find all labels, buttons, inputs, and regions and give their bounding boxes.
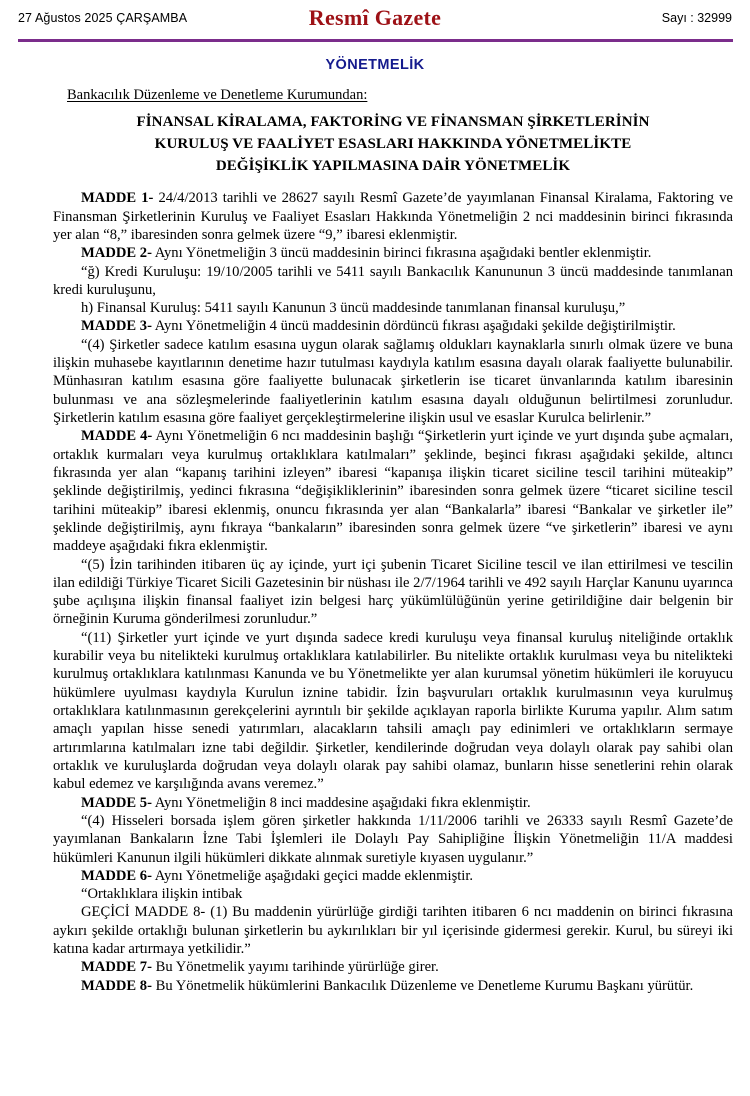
article-label: MADDE 3- [81,318,152,335]
article-text: Aynı Yönetmeliğin 8 inci maddesine aşağıdaki fıkra eklenmiştir. [151,794,531,811]
article-text: “(4) Hisseleri borsada işlem gören şirketler hakkında 1/11/2006 tarihli ve 26333 sayılı Resmî Gazete’de yayımlanan Bankaların İzne Tabi İşlemleri ile Dolaylı Pay Sahipliğine İlişkin Yönetmeliğin 11/A maddesi hükümleri Kanunun ilgili hükümleri dikkate alınmak suretiyle kıyasen uygulanır.” [53,812,733,866]
article-text: Aynı Yönetmeliğin 6 ncı maddesinin başlığı “Şirketlerin yurt içinde ve yurt dışında şube açmaları, ortaklık kurmaları veya kurulmuş ortaklıklara katılmaları” şeklinde, beşinci fıkrası aşağıdaki şekilde, altıncı fıkrasında yer alan “kapanış tarihini izleyen” ibaresi “kapanışa ilişkin ticaret siciline tescil tarihini müteakip” şeklinde değiştirilmiş, yedinci fıkrasına “değişikliklerinin” ibaresinden sonra gelmek üzere “ticaret siciline tescil tarihini müteakip” ibaresi eklenmiş, onuncu fıkrasında yer alan “Bankalarla” ibaresi “Bankalar ve şirketler ile” şeklinde değiştirilmiş, aynı fıkraya “bankaların” ibaresinden sonra gelmek üzere “ve şirketlerin” ibaresi ve aynı maddeye aşağıdaki fıkra eklenmiştir. [53,428,734,555]
article-label: MADDE 7- [81,959,152,976]
clause-paragraph [53,263,733,300]
article-text: h) Finansal Kuruluş: 5411 sayılı Kanunun 3 üncü maddesinde tanımlanan finansal kuruluşu,” [81,300,626,317]
masthead [0,0,750,36]
article-paragraph [53,427,733,555]
article-paragraph [53,958,733,976]
article-paragraph [53,867,733,885]
article-text: “(4) Şirketler sadece katılım esasına uygun olarak sağlamış oldukları kaynaklarla sınırlı olmak üzere ve buna ilişkin muhasebe kayıtlarının denetime hazır tutulması kaydıyla katılım esasına dayalı olarak faaliyette bulunabilir. Münhasıran katılım esasına göre faaliyette bulunacak şirketlerin ise ticaret ünvanlarında katılım ibaresinin bulunması ve ana sözleşmelerinde faaliyetlerinin katılım esasına dayalı olduğunun belirtilmesi zorunludur. Şirketlerin katılım esasına göre faaliyet gerçekleştirmelerine ilişkin usul ve esaslar Kurulca belirlenir.” [53,336,733,426]
gazette-title: Resmî Gazete [308,5,442,30]
clause-paragraph [53,903,733,958]
article-paragraph [53,244,733,262]
article-paragraph [53,977,733,995]
article-label: MADDE 6- [81,867,152,884]
article-text: “Ortaklıklara ilişkin intibak [81,886,243,903]
issuing-authority: Bankacılık Düzenleme ve Denetleme Kurumundan: [67,87,368,103]
article-label: MADDE 8- [81,977,152,994]
clause-paragraph [53,336,733,428]
article-label: MADDE 1- [81,190,154,207]
article-paragraph [53,794,733,812]
regulation-title-line-1: FİNANSAL KİRALAMA, FAKTORİNG VE FİNANSMAN ŞİRKETLERİNİN [136,114,650,130]
regulation-title-line-2: KURULUŞ VE FAALİYET ESASLARI HAKKINDA YÖNETMELİKTE [154,135,632,152]
regulation-title [53,112,733,177]
clause-paragraph [53,299,733,317]
section-heading: YÖNETMELİK [325,57,425,73]
clause-paragraph [53,812,733,867]
article-text: “(11) Şirketler yurt içinde ve yurt dışında sadece kredi kuruluşu veya finansal kuruluş niteliğinde ortaklık kurabilir veya bu nitelikteki kurulmuş ortaklıklara katılabilirler. Bu nitelikte ortaklık kurulması veya bu nitelikteki kurulmuş ortaklıklara katılınması Kanunda ve bu Yönetmelikte yer alan kurumsal yönetim hükümleri ile koruyucu hükümlere uyulması kaydıyla Kurulun iznine tabidir. İzin başvuruları ortaklık kurulmasının veya kurulmuş ortaklıklara katılınmasının gerekçelerini ayrıntılı bir şekilde açıklayan raporla birlikte Kuruma yapılır. Alım satım amaçlı yapılan hisse senedi yatırımları, alacakların tahsili amaçlı pay edinimleri ve ortaklıkların sermaye artırımlarına katılmaları izne tabi değildir. Şirketler, kendilerinde doğrudan veya dolaylı olarak pay sahibi olan ortaklık ve kuruluşlarda doğrudan veya dolaylı olarak pay sahibi olamaz, bunların hisse senetlerini rehin olarak kabul edemez ve karşılığında avans veremez.” [53,629,733,793]
regulation-title-line-3: DEĞİŞİKLİK YAPILMASINA DAİR YÖNETMELİK [215,157,571,174]
article-text: Aynı Yönetmeliğin 4 üncü maddesinin dördüncü fıkrası aşağıdaki şekilde değiştirilmiştir. [151,318,676,335]
issue-number: Sayı : 32999 [661,11,732,25]
article-label: MADDE 5- [81,794,152,811]
article-text: 24/4/2013 tarihli ve 28627 sayılı Resmî Gazete’de yayımlanan Finansal Kiralama, Faktoring ve Finansman Şirketlerinin Kuruluş ve Faaliyet Esasları Hakkında Yönetmeliğin 2 nci maddesinin birinci fıkrasında yer alan “8,” ibaresinden sonra gelmek üzere “9,” ibaresi eklenmiştir. [53,190,733,243]
clause-paragraph [53,556,733,629]
article-label: MADDE 4- [81,428,153,445]
publication-date: 27 Ağustos 2025 ÇARŞAMBA [18,11,188,25]
article-text: “ğ) Kredi Kuruluşu: 19/10/2005 tarihli ve 5411 sayılı Bankacılık Kanununun 3 üncü maddesinde tanımlanan kredi kuruluşunu, [53,263,733,298]
article-label: MADDE 2- [81,245,152,262]
article-paragraph [53,189,733,244]
article-text: GEÇİCİ MADDE 8- (1) Bu maddenin yürürlüğe girdiği tarihten itibaren 6 ncı maddenin on birinci fıkrasına aykırı şekilde ortaklığı bulunan şirketlerin bu aykırılıkları bir yıl içerisinde gidermesi gerekir. Kurul, bu süreyi iki katına kadar artırmaya yetkilidir.” [53,904,733,958]
article-text: Bu Yönetmelik yayımı tarihinde yürürlüğe girer. [151,959,439,976]
articles-container [53,189,733,995]
article-text: Bu Yönetmelik hükümlerini Bankacılık Düzenleme ve Denetleme Kurumu Başkanı yürütür. [151,977,694,994]
masthead-divider [18,39,733,42]
document-body [53,73,733,995]
article-paragraph [53,317,733,335]
clause-paragraph [53,885,733,903]
clause-paragraph [53,629,733,794]
article-text: Aynı Yönetmeliğin 3 üncü maddesinin birinci fıkrasına aşağıdaki bentler eklenmiştir. [151,245,652,262]
article-text: “(5) İzin tarihinden itibaren üç ay içinde, yurt içi şubenin Ticaret Siciline tescil ve ilan ettirilmesi ve tescilin ilan edildiği Türkiye Ticaret Sicili Gazetesinin bir nüshası ile 2/7/1964 tarihli ve 492 sayılı Harçlar Kanunu uyarınca şube açılışına ilişkin finansal faaliyet izin belgesi harç yükümlülüğünün yerine getirildiğine dair belgenin bir örneğinin Kuruma gönderilmesi zorunludur.” [53,556,733,628]
article-text: Aynı Yönetmeliğe aşağıdaki geçici madde eklenmiştir. [151,867,474,884]
